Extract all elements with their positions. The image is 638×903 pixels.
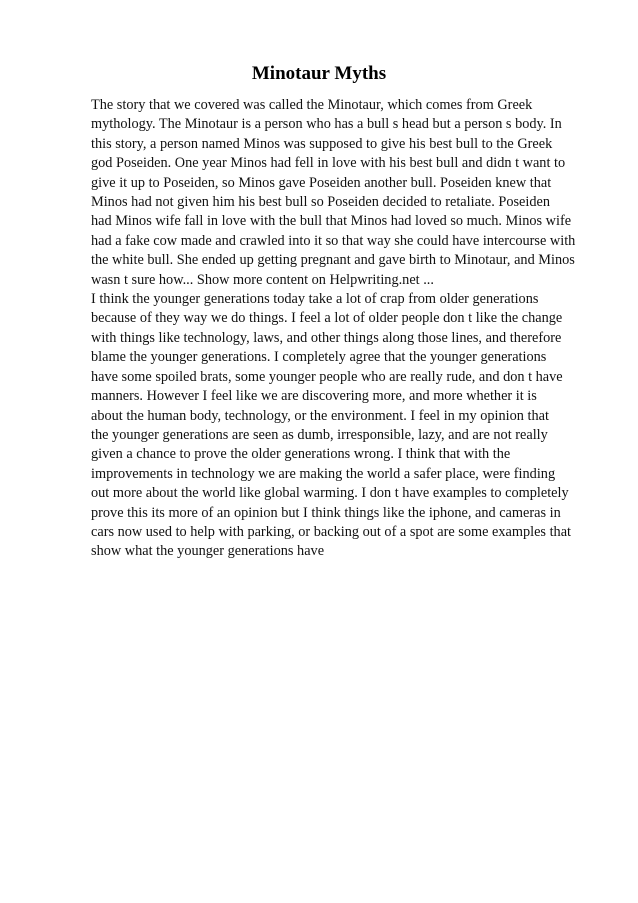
text-line: give it up to Poseiden, so Minos gave Poseiden another bull. Poseiden knew that	[91, 174, 552, 191]
text-line: Minos had not given him his best bull so Poseiden decided to retaliate. Poseiden	[91, 194, 551, 211]
text-line: this story, a person named Minos was supposed to give his best bull to the Greek	[91, 135, 553, 152]
text-line: prove this its more of an opinion but I think things like the iphone, and cameras in	[91, 504, 561, 521]
text-line: manners. However I feel like we are discovering more, and more whether it is	[91, 388, 537, 405]
text-line: god Poseiden. One year Minos had fell in love with his best bull and didn t want to	[91, 155, 566, 172]
text-line: with things like technology, laws, and other things along those lines, and therefore	[91, 329, 562, 346]
text-line: given a chance to prove the older generations wrong. I think that with the	[91, 446, 511, 463]
text-line: I think the younger generations today take a lot of crap from older generations	[91, 291, 539, 308]
text-line: cars now used to help with parking, or backing out of a spot are some examples that	[91, 523, 572, 540]
text-line: wasn t sure how... Show more content on Helpwriting.net ...	[91, 271, 434, 288]
text-line: The story that we covered was called the Minotaur, which comes from Greek	[91, 97, 533, 113]
text-line: mythology. The Minotaur is a person who has a bull s head but a person s body. In	[91, 116, 562, 133]
text-line: because of they way we do things. I feel a lot of older people don t like the change	[91, 310, 563, 327]
text-line: out more about the world like global warming. I don t have examples to completely	[91, 485, 569, 502]
text-line: blame the younger generations. I completely agree that the younger generations	[91, 349, 547, 366]
text-line: show what the younger generations have	[91, 543, 325, 560]
text-line: improvements in technology we are making the world a safer place, were finding	[91, 465, 556, 482]
text-line: had Minos wife fall in love with the bull that Minos had loved so much. Minos wife	[91, 213, 572, 230]
text-line: the younger generations are seen as dumb, irresponsible, lazy, and are not really	[91, 426, 548, 443]
text-line: about the human body, technology, or the environment. I feel in my opinion that	[91, 407, 549, 424]
document-title: Minotaur Myths	[251, 63, 387, 84]
text-line: have some spoiled brats, some younger people who are really rude, and don t have	[91, 368, 563, 385]
document-body	[91, 96, 576, 562]
text-line: the white bull. She ended up getting pregnant and gave birth to Minotaur, and Minos	[91, 252, 575, 269]
text-line: had a fake cow made and crawled into it so that way she could have intercourse with	[91, 232, 576, 249]
